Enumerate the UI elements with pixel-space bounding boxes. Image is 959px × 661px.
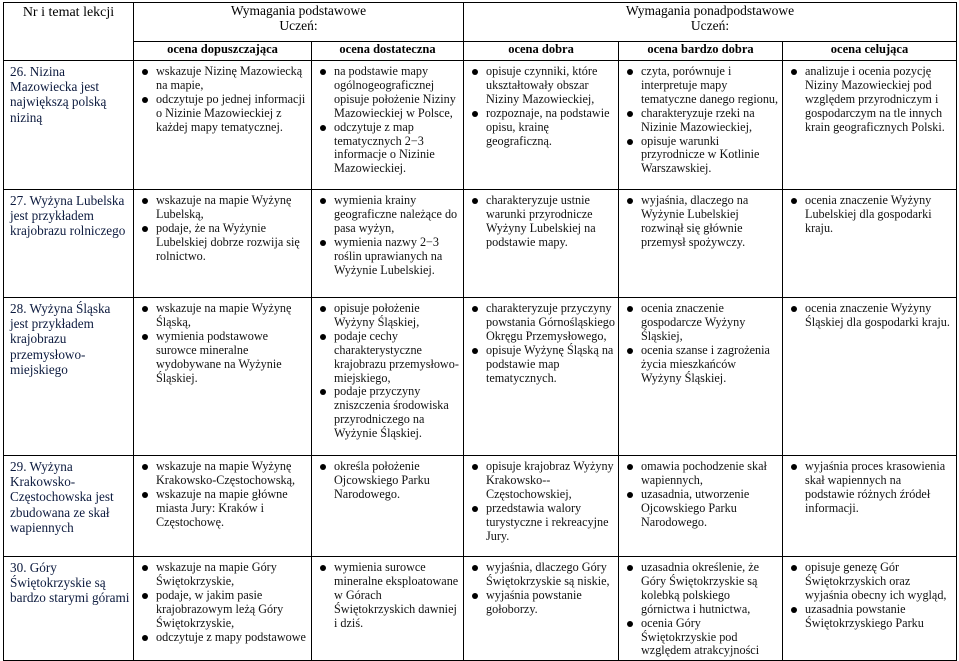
requirement-cell-celujaca [783, 557, 957, 661]
list-item: charakteryzuje przyczyny powstania Górnośląskiego Okręgu Przemysłowego, [470, 302, 615, 344]
requirement-cell-dobra [464, 61, 619, 190]
requirement-list [783, 298, 956, 332]
requirement-cell-celujaca [783, 61, 957, 190]
list-item: opisuje krajobraz Wyżyny Krakowsko--Częstochowskiej, [470, 460, 615, 502]
list-item: podaje cechy charakterystyczne krajobrazu przemysłowo-miejskiego, [318, 330, 460, 386]
lesson-topic: 27. Wyżyna Lubelska jest przykładem krajobrazu rolniczego [4, 190, 134, 298]
requirement-cell-dostateczna [312, 557, 464, 661]
table-row [4, 61, 957, 190]
advanced-requirements-header [464, 3, 957, 42]
list-item: wyjaśnia powstanie gołoborzy. [470, 589, 615, 617]
lesson-rows [4, 61, 957, 661]
requirement-list [464, 190, 618, 252]
list-item: czyta, porównuje i interpretuje mapy tematyczne danego regionu, [625, 65, 779, 107]
requirements-table [3, 2, 957, 661]
requirement-cell-dopuszczajaca [134, 190, 312, 298]
grade-header-bardzo-dobra: ocena bardzo dobra [619, 42, 783, 61]
lesson-topic: 26. Nizina Mazowiecka jest największą polską niziną [4, 61, 134, 190]
requirement-list [619, 557, 782, 660]
requirement-list [783, 61, 956, 137]
requirement-list [619, 61, 782, 178]
requirement-cell-dobra [464, 557, 619, 661]
list-item: wymienia nazwy 2−3 roślin uprawianych na Wyżynie Lubelskiej. [318, 236, 460, 278]
list-item: omawia pochodzenie skał wapiennych, [625, 460, 779, 488]
requirement-cell-dobra [464, 190, 619, 298]
list-item: opisuje położenie Wyżyny Śląskiej, [318, 302, 460, 330]
list-item: opisuje genezę Gór Świętokrzyskich oraz wyjaśnia obecny ich wygląd, [789, 561, 953, 603]
requirement-cell-celujaca [783, 456, 957, 557]
table-row [4, 298, 957, 456]
grade-header-dopuszczajaca: ocena dopuszczająca [134, 42, 312, 61]
list-item: odczytuje z mapy podstawowe [140, 631, 308, 645]
list-item: opisuje Wyżynę Śląską na podstawie map tematycznych. [470, 344, 615, 386]
requirement-cell-dostateczna [312, 61, 464, 190]
grade-header-dobra: ocena dobra [464, 42, 619, 61]
list-item: wymienia surowce mineralne eksploatowane w Górach Świętokrzyskich dawniej i dziś. [318, 561, 460, 631]
list-item: wymienia krainy geograficzne należące do pasa wyżyn, [318, 194, 460, 236]
requirement-cell-dopuszczajaca [134, 61, 312, 190]
list-item: określa położenie Ojcowskiego Parku Narodowego. [318, 460, 460, 502]
requirement-cell-dopuszczajaca [134, 456, 312, 557]
requirement-cell-dobra [464, 456, 619, 557]
list-item: wskazuje na mapie Góry Świętokrzyskie, [140, 561, 308, 589]
list-item: podaje, w jakim pasie krajobrazowym leżą Góry Świętokrzyskie, [140, 589, 308, 631]
list-item: wyjaśnia, dlaczego na Wyżynie Lubelskiej rozwinął się głównie przemysł spożywczy. [625, 194, 779, 250]
list-item: podaje przyczyny zniszczenia środowiska przyrodniczego na Wyżynie Śląskiej. [318, 385, 460, 441]
requirement-list [783, 190, 956, 238]
list-item: wyjaśnia, dlaczego Góry Świętokrzyskie są niskie, [470, 561, 615, 589]
list-item: wskazuje Nizinę Mazowiecką na mapie, [140, 65, 308, 93]
requirement-list [134, 456, 311, 532]
requirement-cell-bardzo-dobra [619, 456, 783, 557]
requirement-cell-dostateczna [312, 190, 464, 298]
list-item: uzasadnia powstanie Świętokrzyskiego Parku [789, 603, 953, 631]
requirement-list [783, 557, 956, 633]
advanced-requirements-subtitle: Uczeń: [690, 18, 730, 33]
requirement-list [134, 557, 311, 646]
requirement-cell-celujaca [783, 190, 957, 298]
list-item: wymienia podstawowe surowce mineralne wydobywane na Wyżynie Śląskiej. [140, 330, 308, 386]
requirement-cell-dostateczna [312, 456, 464, 557]
advanced-requirements-title: Wymagania ponadpodstawowe [625, 3, 795, 18]
list-item: podaje, że na Wyżynie Lubelskiej dobrze rozwija się rolnictwo. [140, 222, 308, 264]
list-item: odczytuje po jednej informacji o Nizinie Mazowieckiej z każdej mapy tematycznej. [140, 93, 308, 135]
list-item: charakteryzuje ustnie warunki przyrodnicze Wyżyny Lubelskiej na podstawie mapy. [470, 194, 615, 250]
list-item: uzasadnia określenie, że Góry Świętokrzyskie są kolebką polskiego górnictwa i hutnictwa, [625, 561, 779, 617]
list-item: wskazuje na mapie główne miasta Jury: Kraków i Częstochowę. [140, 488, 308, 530]
requirement-cell-celujaca [783, 298, 957, 456]
requirement-cell-bardzo-dobra [619, 557, 783, 661]
list-item: ocenia znaczenie Wyżyny Śląskiej dla gospodarki kraju. [789, 302, 953, 330]
requirement-list [464, 456, 618, 545]
requirement-list [619, 298, 782, 387]
requirement-list [464, 61, 618, 150]
topic-column-header: Nr i temat lekcji [4, 3, 134, 61]
list-item: analizuje i ocenia pozycję Niziny Mazowieckiej pod względem przyrodniczym i gospodarczym na tle innych krain geograficznych Polski. [789, 65, 953, 135]
requirement-cell-dopuszczajaca [134, 557, 312, 661]
list-item: na podstawie mapy ogólnogeograficznej opisuje położenie Niziny Mazowieckiej w Polsce, [318, 65, 460, 121]
list-item: wyjaśnia proces krasowienia skał wapiennych na podstawie różnych źródeł informacji. [789, 460, 953, 516]
list-item: rozpoznaje, na podstawie opisu, krainę geograficzną. [470, 107, 615, 149]
list-item: przedstawia walory turystyczne i rekreacyjne Jury. [470, 502, 615, 544]
requirement-cell-dostateczna [312, 298, 464, 456]
requirement-list [619, 190, 782, 252]
requirement-list [134, 190, 311, 266]
grade-header-dostateczna: ocena dostateczna [312, 42, 464, 61]
requirement-list [464, 557, 618, 619]
list-item: wskazuje na mapie Wyżynę Krakowsko-Częstochowską, [140, 460, 308, 488]
basic-requirements-header [134, 3, 464, 42]
requirement-cell-dobra [464, 298, 619, 456]
basic-requirements-title: Wymagania podstawowe [230, 3, 367, 18]
header-row-grades [4, 42, 957, 61]
lesson-topic: 29. Wyżyna Krakowsko-Częstochowska jest zbudowana ze skał wapiennych [4, 456, 134, 557]
requirement-list [312, 61, 463, 178]
requirement-cell-bardzo-dobra [619, 61, 783, 190]
list-item: ocenia szanse i zagrożenia życia mieszkańców Wyżyny Śląskiej. [625, 344, 779, 386]
list-item: ocenia Góry Świętokrzyskie pod względem atrakcyjności [625, 617, 779, 659]
list-item: opisuje warunki przyrodnicze w Kotlinie Warszawskiej. [625, 135, 779, 177]
requirement-cell-bardzo-dobra [619, 298, 783, 456]
list-item: ocenia znaczenie gospodarcze Wyżyny Śląskiej, [625, 302, 779, 344]
lesson-topic: 30. Góry Świętokrzyskie są bardzo starymi górami [4, 557, 134, 661]
list-item: charakteryzuje rzeki na Nizinie Mazowieckiej, [625, 107, 779, 135]
list-item: opisuje czynniki, które ukształtowały obszar Niziny Mazowieckiej, [470, 65, 615, 107]
list-item: ocenia znaczenie Wyżyny Lubelskiej dla gospodarki kraju. [789, 194, 953, 236]
requirement-list [619, 456, 782, 532]
requirement-list [464, 298, 618, 387]
requirement-list [134, 298, 311, 387]
requirement-list [783, 456, 956, 518]
list-item: odczytuje z map tematycznych 2−3 informacje o Nizinie Mazowieckiej. [318, 121, 460, 177]
header-row-top [4, 3, 957, 42]
basic-requirements-subtitle: Uczeń: [279, 18, 318, 33]
requirement-cell-dopuszczajaca [134, 298, 312, 456]
list-item: wskazuje na mapie Wyżynę Lubelską, [140, 194, 308, 222]
requirement-cell-bardzo-dobra [619, 190, 783, 298]
grade-header-celujaca: ocena celująca [783, 42, 957, 61]
requirement-list [312, 298, 463, 443]
requirement-list [312, 456, 463, 504]
list-item: wskazuje na mapie Wyżynę Śląską, [140, 302, 308, 330]
table-row [4, 557, 957, 661]
requirement-list [312, 190, 463, 279]
table-row [4, 190, 957, 298]
table-row [4, 456, 957, 557]
list-item: uzasadnia, utworzenie Ojcowskiego Parku Narodowego. [625, 488, 779, 530]
requirement-list [312, 557, 463, 633]
requirement-list [134, 61, 311, 137]
lesson-topic: 28. Wyżyna Śląska jest przykładem krajobrazu przemysłowo-miejskiego [4, 298, 134, 456]
